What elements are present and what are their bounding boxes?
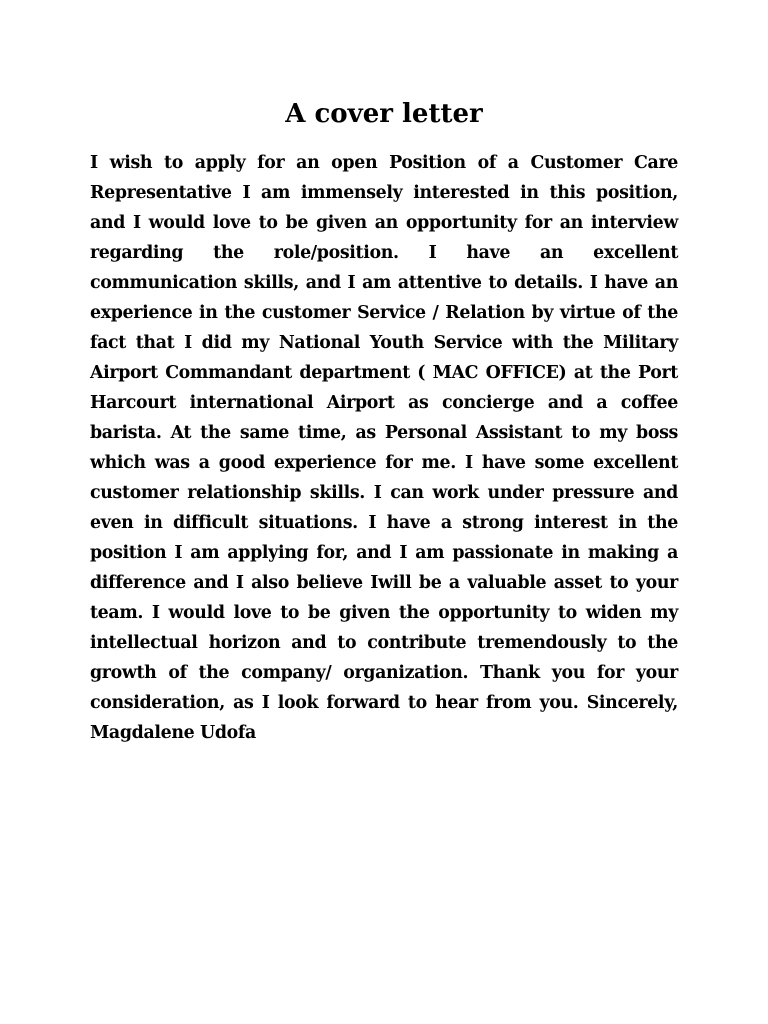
letter-body: I wish to apply for an open Position of a Customer Care Representative I am immensely interested in this position, and I would love to be given an opportunity for an interview regarding the role/position. I have an excellent communication skills, and I am attentive to details. I have an experience in the customer Service / Relation by virtue of the fact that I did my National Youth Service with the Military Airport Commandant department ( MAC OFFICE) at the Port Harcourt international Airport as concierge and a coffee barista. At the same time, as Personal Assistant to my boss which was a good experience for me. I have some excellent customer relationship skills. I can work under pressure and even in difficult situations. I have a strong interest in the position I am applying for, and I am passionate in making a difference and I also believe Iwill be a valuable asset to your team. I would love to be given the opportunity to widen my intellectual horizon and to contribute tremendously to the growth of the company/ organization. Thank you for your consideration, as I look forward to hear from you. Sincerely, Magdalene Udofa: [90, 153, 678, 743]
document-title: A cover letter: [285, 99, 483, 129]
